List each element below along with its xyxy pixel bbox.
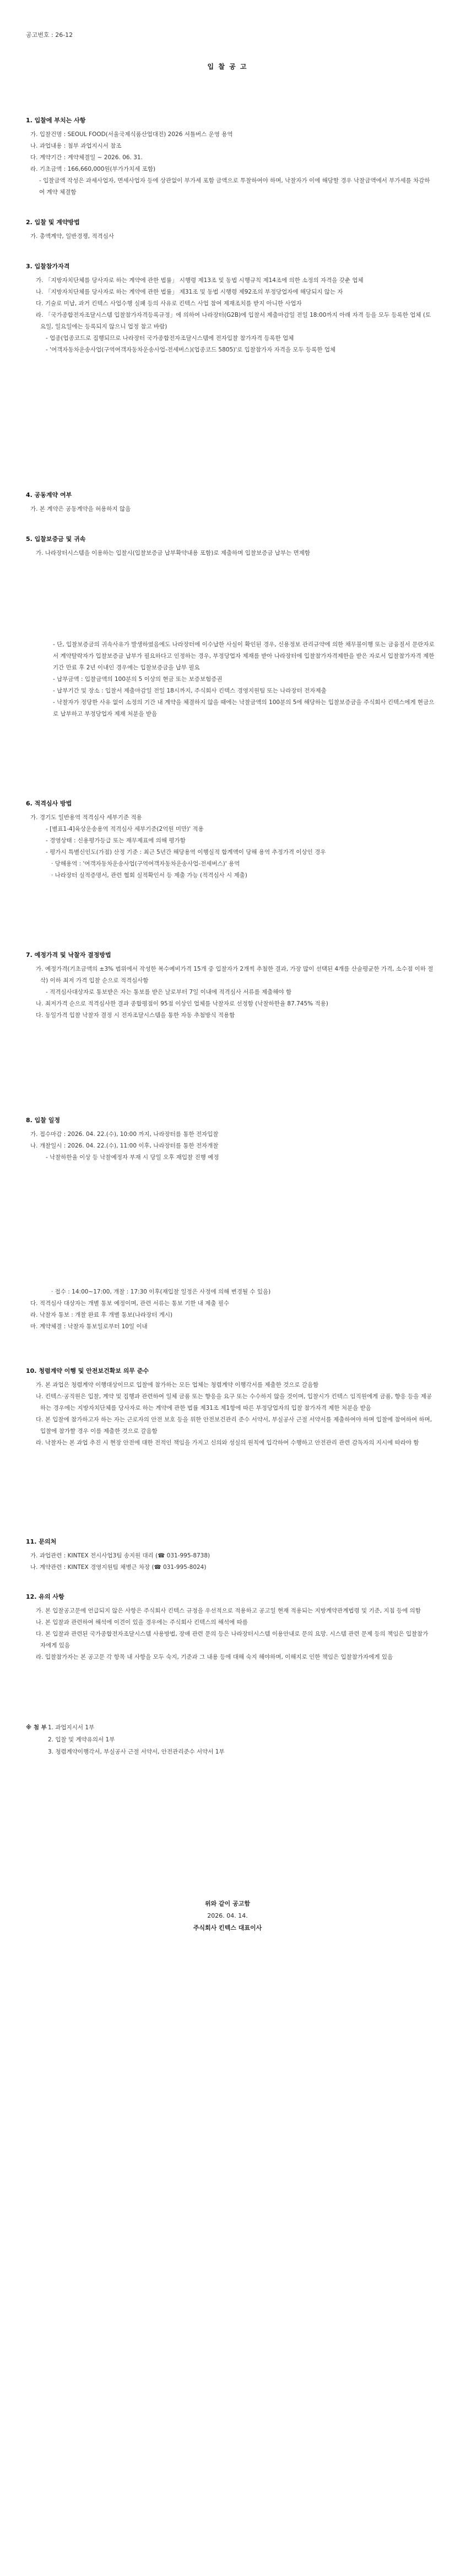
section-line: 라. 낙찰자는 본 과업 추진 시 현장 안전에 대한 전적인 책임을 가지고 신의와 성실의 원칙에 입각하여 수행하고 안전관리 관련 감독자의 지시에 따라야 함 [36, 1439, 419, 1446]
section-line: 가. 본 계약은 공동계약을 허용하지 않음 [30, 506, 131, 512]
section-line: - 입찰금액 작성은 과세사업자, 면세사업자 등에 상관없이 부가세 포함 금액으로 투찰하여야 하며, 낙찰자가 이에 해당할 경우 낙찰금액에서 부가세를 차감하여 계약 체결함 [39, 177, 430, 196]
section-line: 가. 접수마감 : 2026. 04. 22.(수), 10:00 까지, 나라장터를 통한 전자입찰 [30, 1131, 219, 1138]
section-8 [26, 1116, 434, 1163]
announcement-number: 공고번호 : 26-12 [26, 31, 73, 39]
closing-issuer: 주식회사 킨텍스 대표이사 [193, 1924, 262, 1931]
section-line: 다. 본 입찰에 참가하고자 하는 자는 근로자의 안전 보호 등을 위한 안전보건관리 준수 서약서, 부실공사 근절 서약서를 제출하여야 하며 입찰에 참여하여 하며, 입찰에 참가할 경우 이를 제출한 것으로 갈음함 [36, 1416, 432, 1435]
attachment-item: 1. 과업지시서 1부 [48, 1724, 95, 1731]
section-line: 나. 본 입찰과 관련하여 해석에 이견이 있을 경우에는 주식회사 킨텍스의 해석에 따름 [36, 1619, 248, 1626]
section-line: - '여객자동차운송사업(구역여객자동차운송사업-전세버스)(업종코드 5805)'로 입찰참가자 자격을 모두 등록한 업체 [46, 347, 336, 353]
section-line: 라. 낙찰자 통보 : 개찰 완료 후 개별 통보(나라장터 게시) [30, 1312, 173, 1318]
section-line: 다. 기술로 미납, 과거 킨텍스 사업수행 실패 등의 사유로 킨텍스 사업 참여 제재조치를 받지 아니한 사업자 [36, 300, 302, 307]
section-line: · 당해용역 : '여객자동차운송사업(구역여객자동차운송사업-전세버스)' 용역 [51, 861, 240, 867]
section-line: - 평가시 특별신인도(가점) 산정 기준 : 최근 5년간 해당용역 이행실적 합계액이 당해 용역 추정가격 이상인 경우 [46, 849, 326, 856]
section-heading: 10. 청렴계약 이행 및 안전보건확보 의무 준수 [26, 1367, 149, 1374]
section-line: - 단, 입찰보증금의 귀속사유가 발생하였음에도 나라장터에 이수납한 사실이 확인된 경우, 신용정보 관리규약에 의한 채무불이행 또는 금융질서 문란자로서 계약탈락자가 입찰보증금 납부가 필요하다고 인정하는 경우, 부정당업자 제재를 받아 나라장터에 입찰참가자격제한을 받은 자로서 입찰참가자격 제한기간 만료 후 2년 이내인 경우에는 입찰보증금을 납부 필요 [53, 641, 435, 671]
section-line: 라. 「국가종합전자조달시스템 입찰참가자격등록규정」에 의하여 나라장터(G2B)에 입찰서 제출마감일 전일 18:00까지 아래 자격 등을 모두 등록한 업체 (토요일, 일요일에는 등록되지 않으니 업정 참고 바람) [36, 312, 431, 330]
section-5 [26, 534, 434, 559]
section-4 [26, 490, 434, 515]
section-line: 나. 과업내용 : 첨부 과업지시서 참조 [30, 143, 122, 149]
attachment-item: 3. 청렴계약이행각서, 부실공사 근절 서약서, 안전관리준수 서약서 1부 [48, 1749, 225, 1755]
section-line: - [별표1-4]육상운송용역 적격심사 세부기준(2억원 미만)' 적용 [46, 826, 204, 832]
section-line: - 적격심사대상자로 통보받은 자는 통보를 받은 날로부터 7일 이내에 적격심사 서류를 제출해야 함 [46, 989, 292, 995]
section-line: 다. 동일가격 입찰 낙찰자 결정 시 전자조달시스템을 통한 자동 추첨방식 적용함 [36, 1012, 235, 1019]
section-3 [26, 262, 434, 356]
section-line: 가. 「지방자치단체를 당사자로 하는 계약에 관한 법률」 시행령 제13조 및 동법 시행규칙 제14조에 의한 소정의 자격을 갖춘 업체 [36, 277, 364, 284]
section-heading: 2. 입찰 및 계약방법 [26, 219, 80, 226]
section-line: 라. 입찰참가자는 본 공고문 각 항목 내 사항을 모두 숙지, 기준과 그 내용 등에 대해 숙지 해야하며, 이해지로 인한 책임은 입찰참가자에게 있음 [36, 1654, 393, 1660]
closing-date: 2026. 04. 14. [207, 1912, 248, 1919]
closing-block [0, 1898, 455, 1934]
section-heading: 5. 입찰보증금 및 귀속 [26, 535, 86, 543]
section-line: 가. 입찰건명 : SEOUL FOOD(서울국제식품산업대전) 2026 셔틀버스 운영 용역 [30, 131, 233, 138]
section-line: 다. 적격심사 대상자는 개별 통보 예정이며, 관련 서류는 통보 기한 내 제출 필수 [30, 1300, 230, 1307]
section-6 [26, 799, 434, 881]
section-line: 나. 최저가격 순으로 적격심사한 결과 종합평점이 95점 이상인 업체를 낙찰자로 선정함 (낙찰하한율 87.745% 적용) [36, 1000, 328, 1007]
document-title: 입 찰 공 고 [207, 63, 248, 71]
section-11 [26, 1537, 434, 1573]
closing-statement: 위와 같이 공고함 [204, 1900, 251, 1907]
section-2 [26, 218, 434, 242]
section-8-details [26, 1286, 434, 1333]
section-line: 다. 본 입찰과 관련된 국가종합전자조달시스템 사용방법, 장애 관련 문의 등은 나라장터시스템 이용안내로 문의 요망. 시스템 관련 문제 등의 책임은 입찰참가자에게 있음 [36, 1631, 429, 1649]
section-line: 가. 총액계약, 일반경쟁, 적격심사 [30, 233, 114, 240]
section-line: - 경영상태 : 신용평가등급 또는 재무제표에 의해 평가함 [46, 837, 186, 844]
section-heading: 4. 공동계약 여부 [26, 491, 72, 499]
section-line: 가. 나라장터시스템을 이용하는 입찰시(입찰보증금 납부확약내용 포함)로 제출하며 입찰보증금 납부는 면제함 [36, 550, 311, 556]
section-line: 나. 계약관련 : KINTEX 경영지원팀 채병근 차장 (☎ 031-995-8024) [30, 1564, 207, 1571]
section-heading: 1. 입찰에 부치는 사항 [26, 117, 86, 124]
section-line: 가. 경기도 일반용역 적격심사 세부기준 적용 [30, 814, 142, 821]
attachment-item: 2. 입찰 및 계약유의서 1부 [48, 1736, 115, 1743]
section-line: · 접수 : 14:00~17:00, 개찰 : 17:30 이후(재입찰 일정은 사정에 의해 변경될 수 있음) [51, 1289, 271, 1295]
section-line: 나. 「지방자치단체를 당사자로 하는 계약에 관한 법률」 제31조 및 동법 시행령 제92조의 부정당업자에 해당되지 않는 자 [36, 289, 343, 295]
section-line: - 업종(업종코드로 집행되므로 나라장터 국가종합전자조달시스템에 전자입찰 참가자격 등록한 업체 [46, 335, 294, 342]
section-heading: 8. 입찰 일정 [26, 1117, 60, 1124]
section-line: 다. 계약기간 : 계약체결일 ~ 2026. 06. 31. [30, 154, 143, 161]
section-line: · 나라장터 실적증명서, 관련 협회 실적확인서 등 제출 가능 (적격심사 시 제출) [51, 872, 247, 879]
section-heading: 6. 적격심사 방법 [26, 800, 72, 807]
section-heading: 12. 유의 사항 [26, 1593, 64, 1600]
section-10 [26, 1366, 434, 1449]
section-line: - 납부기간 및 장소 : 입찰서 제출마감일 전일 18시까지, 주식회사 킨텍스 경영지원팀 또는 나라장터 전자제출 [53, 688, 327, 694]
section-line: 가. 본 과업은 청렴계약 이행대상이므로 입찰에 참가하는 모든 업체는 청렴계약 이행각서를 제출한 것으로 갈음함 [36, 1382, 319, 1388]
section-line: 가. 과업관련 : KINTEX 전시사업3팀 송지원 대리 (☎ 031-995-8738) [30, 1552, 210, 1559]
section-5-details [33, 639, 435, 720]
section-line: 나. 개찰일시 : 2026. 04. 22.(수), 11:00 이후, 나라장터를 통한 전자개찰 [30, 1143, 219, 1149]
section-line: 가. 예정가격(기초금액의 ±3% 범위에서 작성한 복수예비가격 15개 중 입찰자가 2개씩 추첨한 결과, 가장 많이 선택된 4개를 산술평균한 가격, 소수점 이하 절삭) 이하 최저 가격 입찰 순으로 적격심사함 [36, 966, 434, 984]
attachments-label: ※ 첨 부 [26, 1724, 47, 1731]
section-line: - 낙찰자가 정당한 사유 없이 소정의 기간 내 계약을 체결하지 않을 때에는 낙찰금액의 100분의 5에 해당하는 입찰보증금을 주식회사 킨텍스에게 현금으로 납부하고 부정당업자 제재 처분을 받음 [53, 699, 435, 717]
section-line: 마. 계약체결 : 낙찰자 통보일로부터 10일 이내 [30, 1323, 148, 1330]
section-line: 가. 본 입찰공고문에 언급되지 않은 사항은 주식회사 킨텍스 규정을 우선적으로 적용하고 공고일 현재 적용되는 지방계약관계법령 및 기준, 지침 등에 의함 [36, 1608, 421, 1614]
section-line: 나. 킨텍스·공직원은 입찰, 계약 및 집행과 관련하여 일체 금품 또는 향응을 요구 또는 수수하지 않을 것이며, 입찰시가 킨텍스 임직원에게 금품, 향응 등을 제공하는 경우에는 지방자치단체를 당사자로 하는 계약에 관한 법률 제31조 제1항에 따른 부정당업자의 입찰 참가자격 제한 처분을 받음 [36, 1393, 432, 1411]
section-heading: 7. 예정가격 및 낙찰자 결정방법 [26, 951, 111, 959]
attachments [26, 1722, 434, 1758]
section-heading: 11. 문의처 [26, 1538, 57, 1545]
section-12 [26, 1592, 434, 1663]
section-line: 라. 기초금액 : 166,660,000원(부가가치세 포함) [30, 166, 156, 172]
section-line: - 낙찰하한율 이상 등 낙찰예정자 부재 시 당일 오후 재입찰 진행 예정 [46, 1154, 219, 1161]
section-7 [26, 950, 434, 1021]
section-heading: 3. 입찰참가자격 [26, 263, 70, 270]
section-1 [26, 116, 434, 198]
section-line: - 납부금액 : 입찰금액의 100분의 5 이상의 현금 또는 보증보험증권 [53, 676, 223, 683]
